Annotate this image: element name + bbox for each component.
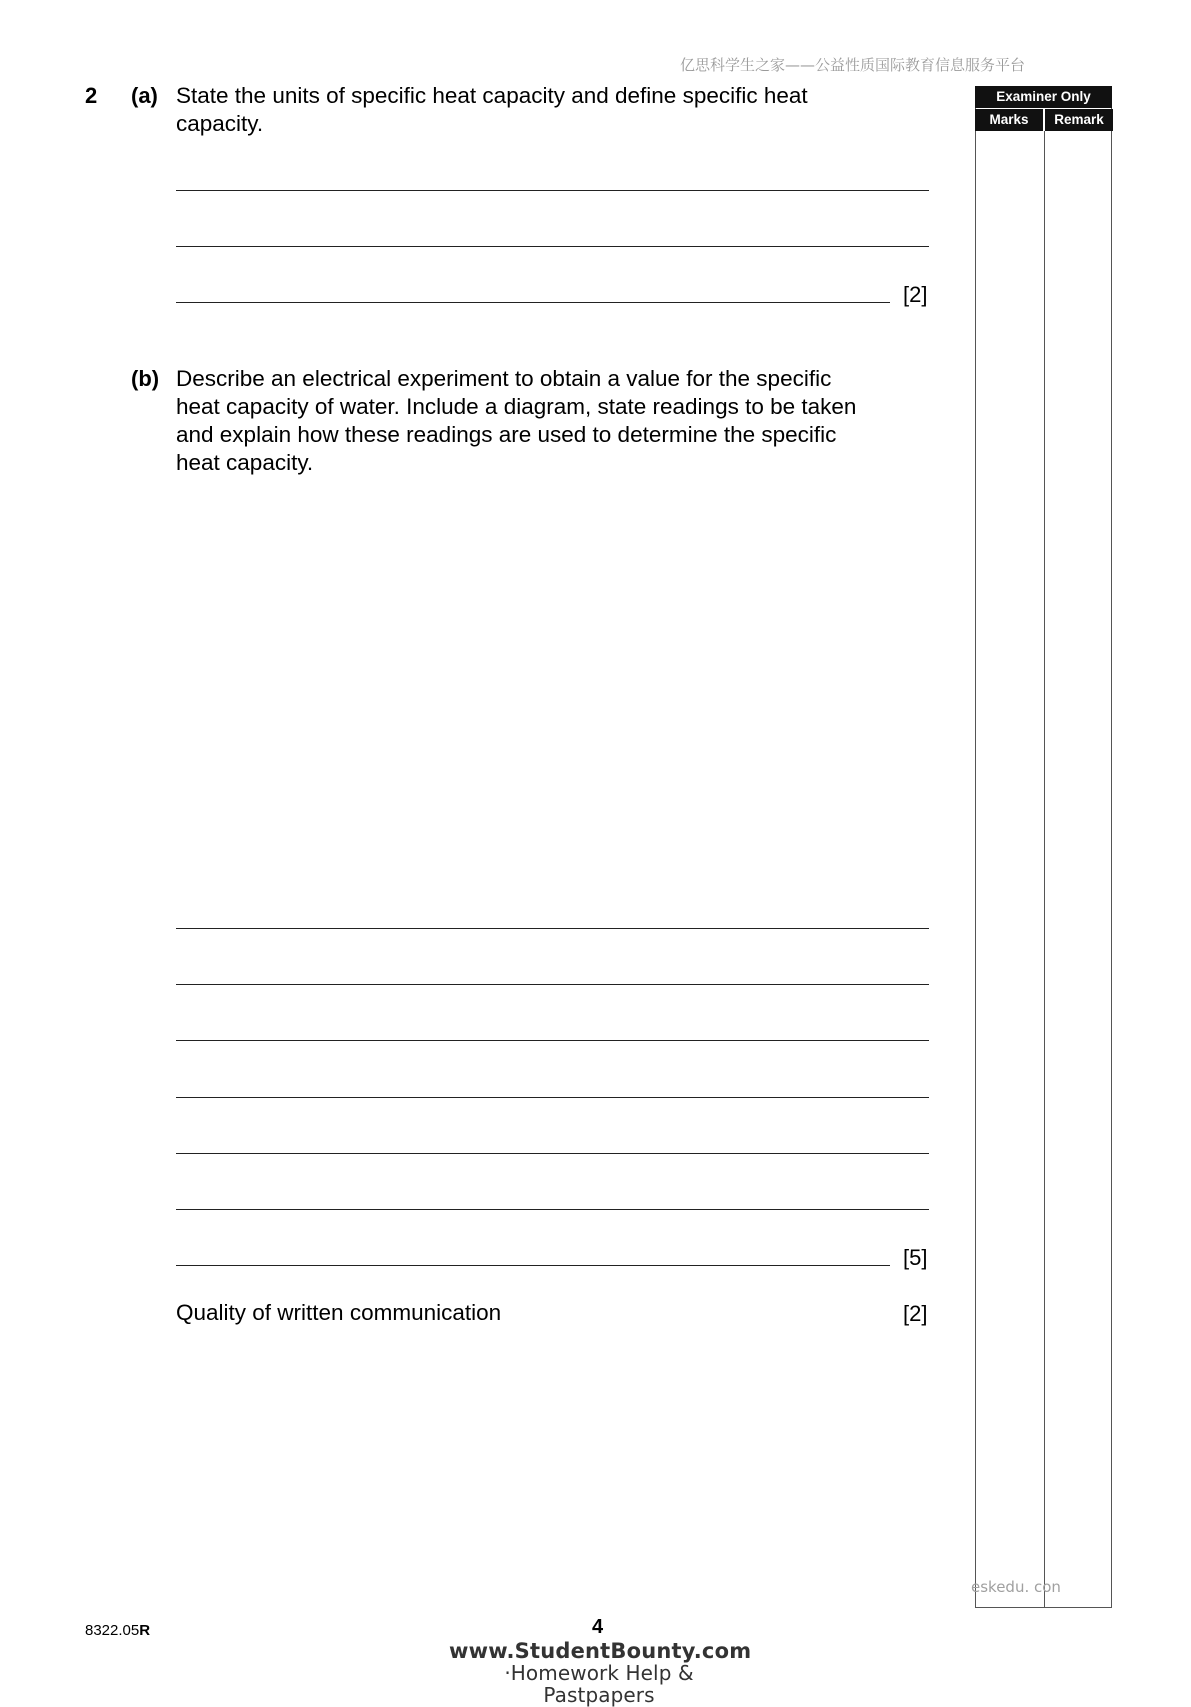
part-b-label: (b) — [131, 366, 160, 391]
answer-line[interactable] — [176, 1209, 929, 1210]
part-b-text-line: Describe an electrical experiment to obtain a value for the specific — [176, 366, 832, 391]
question-number: 2 — [85, 83, 98, 108]
part-b-marks: [5] — [903, 1245, 928, 1270]
studentbounty-logo — [449, 1639, 752, 1707]
paper-code-suffix: R — [139, 1622, 151, 1639]
answer-line[interactable] — [176, 984, 929, 985]
examiner-column-divider — [1044, 131, 1045, 1608]
part-a-marks: [2] — [903, 282, 928, 307]
part-a-label: (a) — [131, 83, 158, 108]
part-a-text — [176, 82, 936, 138]
logo-url: www.StudentBounty.com — [449, 1639, 752, 1663]
part-b-text-line: heat capacity. — [176, 450, 314, 475]
answer-line[interactable] — [176, 1265, 890, 1266]
examiner-only-title: Examiner Only — [975, 86, 1112, 108]
paper-code — [85, 1622, 150, 1639]
part-b-text — [176, 365, 946, 477]
answer-line[interactable] — [176, 302, 890, 303]
answer-line[interactable] — [176, 246, 929, 247]
header-watermark: 亿思科学生之家——公益性质国际教育信息服务平台 — [680, 56, 1026, 74]
paper-code-main: 8322.05 — [85, 1622, 140, 1639]
site-watermark: eskedu. con — [971, 1578, 1061, 1596]
part-b-text-line: and explain how these readings are used to determine the specific — [176, 422, 837, 447]
qwc-marks: [2] — [903, 1301, 928, 1326]
answer-line[interactable] — [176, 190, 929, 191]
examiner-marks-header: Marks — [975, 109, 1043, 131]
qwc-label: Quality of written communication — [176, 1300, 502, 1325]
part-b-text-line: heat capacity of water. Include a diagram, state readings to be taken — [176, 394, 857, 419]
page-number: 4 — [592, 1616, 604, 1638]
part-a-text-line: capacity. — [176, 111, 264, 136]
logo-tagline: ·Homework Help & Pastpapers — [504, 1661, 694, 1707]
answer-line[interactable] — [176, 1040, 929, 1041]
examiner-remark-header: Remark — [1044, 109, 1113, 131]
answer-line[interactable] — [176, 1153, 929, 1154]
answer-line[interactable] — [176, 1097, 929, 1098]
diagram-space[interactable] — [176, 490, 929, 910]
part-a-text-line: State the units of specific heat capacity and define specific heat — [176, 83, 808, 108]
examiner-only-box — [975, 86, 1112, 1608]
answer-line[interactable] — [176, 928, 929, 929]
